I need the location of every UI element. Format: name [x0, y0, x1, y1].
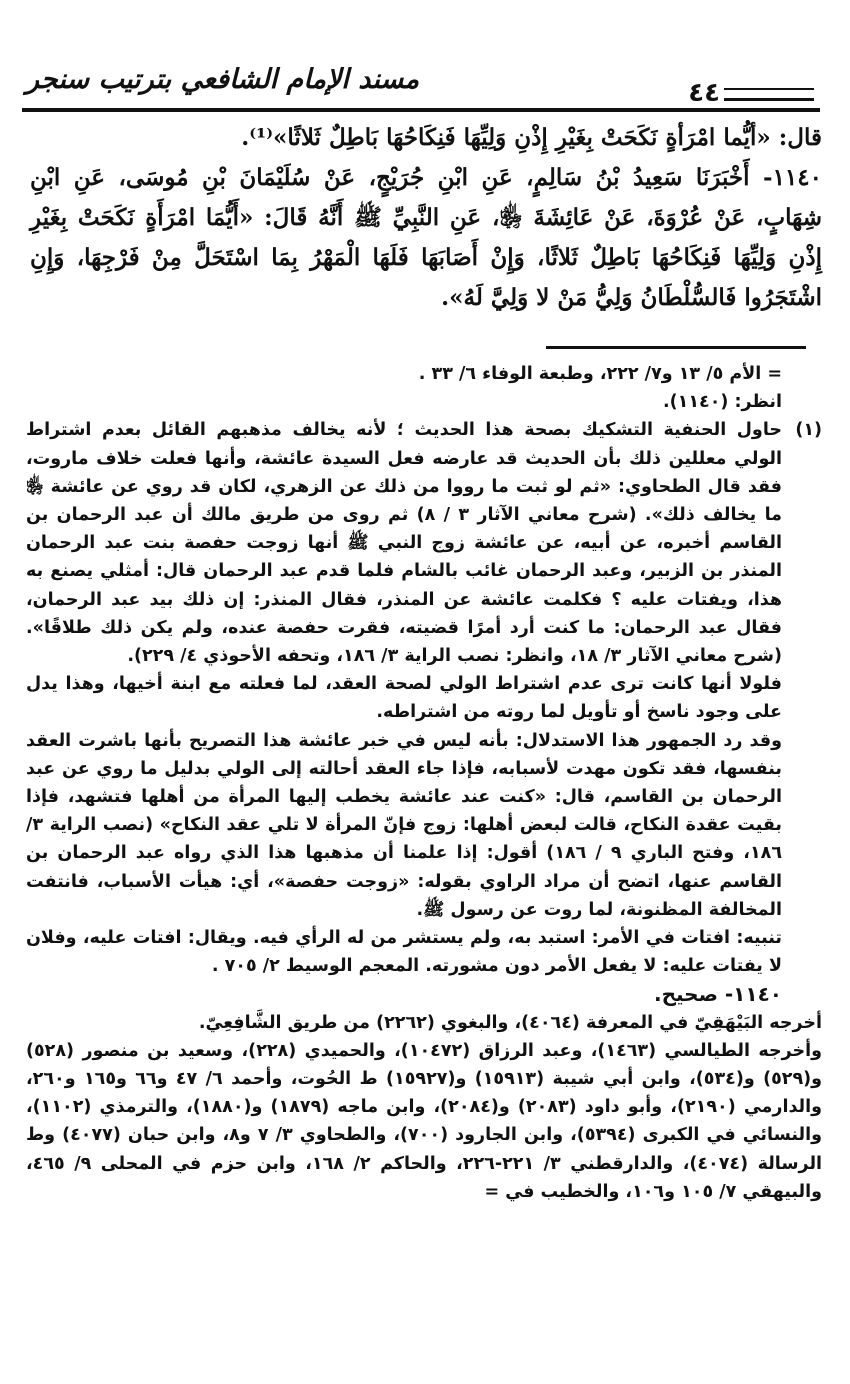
header-rule	[724, 88, 814, 90]
note-continuation: = الأم ٥/ ١٣ و٧/ ٢٢٢، وطبعة الوفاء ٦/ ٣٣ .	[418, 364, 782, 384]
page-number: ٤٤	[688, 78, 720, 108]
footnote-1	[26, 416, 822, 980]
footnote-separator	[546, 346, 806, 349]
footnote-number: (١)	[795, 420, 822, 441]
main-text	[30, 118, 822, 318]
hadith-1140: ١١٤٠- أَخْبَرَنَا سَعِيدُ بْنُ سَالِمٍ، عَنِ ابْنِ جُرَيْجٍ، عَنْ سُلَيْمَانَ بْنِ مُوسَى، عَنِ ابْنِ شِهَابٍ، عَنْ عُرْوَةَ، عَنْ عَائِشَةَ ﵂، عَنِ النَّبِيِّ ﷺ أَنَّهُ قَالَ: «أَيُّمَا امْرَأَةٍ نَكَحَتْ بِغَيْرِ إِذْنِ وَلِيِّهَا فَنِكَاحُهَا بَاطِلٌ ثَلاثًا، وَإِنْ أَصَابَهَا فَلَهَا الْمَهْرُ بِمَا اسْتَحَلَّ مِنْ فَرْجِهَا، وَإِنِ اشْتَجَرُوا فَالسُّلْطَانُ وَلِيُّ مَنْ لا وَلِيَّ لَهُ».	[30, 164, 822, 311]
takhrij-paragraph: أخرجه البَيْهَقِيّ في المعرفة (٤٠٦٤)، والبغوي (٢٢٦٢) من طريق الشَّافِعِيّ.	[198, 1012, 822, 1033]
footnote-paragraph: حاول الحنفية التشكيك بصحة هذا الحديث ؛ لأنه يخالف مذهبهم القائل بعدم اشتراط الولي معللين ذلك بأن الحديث قد عارضه فعل السيدة عائشة، وأنها فعلت خلاف ماروت، فقد قال الطحاوي: «ثم لو ثبت ما رووا من ذلك عن الزهري، لكان قد روي عن عائشة ﵂ ما يخالف ذلك». (شرح معاني الآثار ٣ / ٨) ثم روى من طريق مالك أن عبد الرحمان بن القاسم أخبره، عن أبيه، عن عائشة زوج النبي ﷺ أنها زوجت حفصة بنت عبد الرحمان المنذر بن الزبير، وعبد الرحمان غائب بالشام فلما قدم عبد الرحمان قال: أمثلي يصنع به هذا، ويفتات عليه ؟ فكلمت عائشة عن المنذر، فقال المنذر: إن ذلك بيد عبد الرحمان، فقال عبد الرحمان: ما كنت أرد أمرًا قضيته، فقرت حفصة عنده، ولم يكن ذلك طلاقًا». (شرح معاني الآثار ٣/ ١٨، وانظر: نصب الراية ٣/ ١٨٦، وتحفه الأحوذي ٤/ ٢٢٩).	[26, 420, 782, 667]
footnote-paragraph: تنبيه: افتات في الأمر: استبد به، ولم يستشر من له الرأي فيه. ويقال: افتات عليه، وفلان لا يفتات عليه: لا يفعل الأمر دون مشورته. المعجم الوسيط ٢/ ٧٠٥ .	[26, 928, 782, 977]
takhrij-heading: ١١٤٠- صحيح.	[653, 982, 782, 1007]
main-line-qal: قال: «أيُّما امْرَأةٍ نَكَحَتْ بِغَيْرِ إِذْنِ وَلِيِّهَا فَنِكَاحُهَا بَاطِلٌ ثَلاثًا»⁽¹⁾.	[241, 124, 822, 151]
note-see-also: انظر: (١١٤٠).	[663, 392, 782, 413]
takhrij-paragraph: وأخرجه الطيالسي (١٤٦٣)، وعبد الرزاق (١٠٤٧٢)، والحميدي (٢٢٨)، وسعيد بن منصور (٥٢٨) و(٥٢٩) و(٥٣٤)، وابن أبي شيبة (١٥٩١٣) و(١٥٩٢٧) ط الحُوت، وأحمد ٦/ ٤٧ و٦٦ و١٦٥ و٢٦٠، والدارمي (٢١٩٠)، وأبو داود (٢٠٨٣) و(٢٠٨٤)، وابن ماجه (١٨٧٩) و(١٨٨٠)، والترمذي (١١٠٢)، والنسائي في الكبرى (٥٣٩٤)، وابن الجارود (٧٠٠)، والطحاوي ٣/ ٧ و٨، وابن حبان (٤٠٧٧) وط الرسالة (٤٠٧٤)، والدارقطني ٣/ ٢٢١-٢٢٦، والحاكم ٢/ ١٦٨، وابن حزم في المحلى ٩/ ٤٦٥، والبيهقي ٧/ ١٠٥ و١٠٦، والخطيب في =	[26, 1040, 823, 1202]
footnotes	[26, 360, 822, 1206]
running-header	[22, 62, 820, 112]
book-title: مسند الإمام الشافعي بترتيب سنجر	[26, 64, 420, 95]
footnote-paragraph: فلولا أنها كانت ترى عدم اشتراط الولي لصحة العقد، لما فعلته مع ابنة أخيها، وهذا يدل على وجود ناسخ أو تأويل لما روته من اشتراطه.	[26, 674, 782, 723]
header-rule	[724, 98, 814, 101]
footnote-paragraph: وقد رد الجمهور هذا الاستدلال: بأنه ليس في خبر عائشة هذا التصريح بأنها باشرت العقد بنفسها، فقد تكون مهدت لأسبابه، فإذا جاء العقد أحالته إلى الولي بدليل ما روي عن عبد الرحمان بن القاسم، قال: «كنت عند عائشة يخطب إليها المرأة من أهلها فتشهد، فإذا بقيت عقدة النكاح، قالت لبعض أهلها: زوج فإنّ المرأة لا تلي عقد النكاح» (نصب الراية ٣/ ١٨٦، وفتح الباري ٩ / ١٨٦) أقول: إذا علمنا أن مذهبها هذا الذي رواه عبد الرحمان بن القاسم عنها، اتضح أن مراد الراوي بقوله: «زوجت حفصة»، أي: هيأت الأسباب، فانتفت المخالفة المظنونة، لما روت عن رسول ﷺ.	[26, 730, 783, 920]
